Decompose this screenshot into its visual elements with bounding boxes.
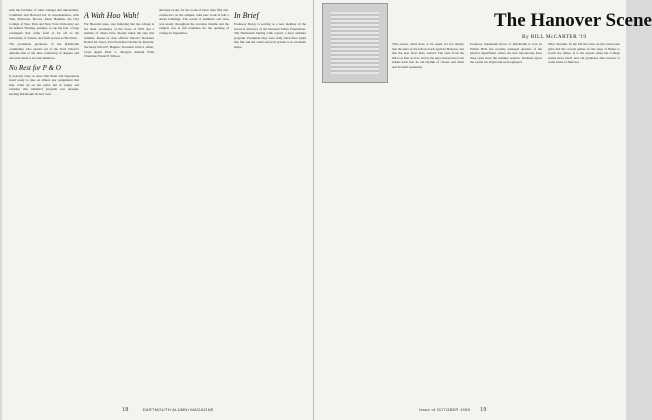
left-col3-body: alternate rooms for the work of more than fifty sub-contractors on the campus, with new work in half a dozen buildings. The sound of hammers and saws was steady throughout the vacation months and the campus was in full readiness for the opening of college in September. bbox=[159, 8, 229, 35]
right-col3-body: bitter chestnut. In the fall the trees on the Green turn gold and the crowds gather on the steps of Baker to watch the rallies. It is the season when the College seems most itself, and old graduates find reasons to come home to Hanover. bbox=[548, 42, 620, 65]
left-column-3 bbox=[159, 8, 229, 38]
left-column-1 bbox=[9, 8, 79, 99]
left-col1-mid: The prominent graduates of the Dartmouth community who passed out of the Tuck School's diploma line at the June conferring of degrees and who had made it an even hundred... bbox=[9, 42, 79, 60]
left-column-4 bbox=[234, 8, 306, 52]
section-title-in-brief: In Brief bbox=[234, 11, 259, 20]
issue-date: Issue of OCTOBER 1955 bbox=[419, 407, 471, 412]
right-footer bbox=[419, 407, 539, 413]
page-title: The Hanover Scene bbox=[494, 10, 652, 31]
right-column-1 bbox=[392, 42, 464, 72]
section-title-p-and-o: No Rest for P & O bbox=[9, 63, 61, 72]
left-footer bbox=[122, 407, 252, 413]
left-column-2 bbox=[84, 8, 154, 61]
right-col1-body: This season, when here, is far spent, it's not merely that the stars of the fall are back again in Hanover, but that the new faces have arrived. The view from the hill is as fine as ever, and as the days shorten the town settles back into its old rhythm of classes and clubs and football weekends. bbox=[392, 42, 464, 69]
magazine-spread bbox=[2, 0, 652, 420]
magazine-name: DARTMOUTH ALUMNI MAGAZINE bbox=[142, 407, 214, 412]
header-illustration bbox=[322, 3, 388, 83]
byline: By BILL McCARTER '19 bbox=[522, 34, 587, 40]
right-column-3 bbox=[548, 42, 620, 67]
left-col1-top: with the faculties of other colleges and universities. Columbia and Harvard led in representation, with Yale, Princeton, Brown, Johns Hopkins, the City College of New York and New York University not far behind. Hosting, perhaps, to cap the feat, a large contingent that came from as far off as the University of Toledo, and from as near as Bowdoin. bbox=[9, 8, 79, 40]
left-col2-body: For Heaven's sake, stop hollering that the college is not dead. Graduates of the Class of 1955 and a number of others have already taken the step this summer. Roster of class officers follows: President Robert M. Jones; Vice President Charles W. Roberts; Secretary David F. Hughes; Treasurer John S. Allen; Class Agent Peter L. Morgan; Alumni Fund Chairman Frank H. Wilson. bbox=[84, 22, 154, 59]
right-column-2 bbox=[470, 42, 542, 67]
section-title-wah-hoo-wah: A Wah Hoo Wah! bbox=[84, 11, 140, 20]
left-page bbox=[2, 0, 314, 420]
left-col1-bottom: It scarcely rates as news that Plant and Operations stand ready to take on almost any assignment that may come up on the plant, but in wages and varieties this summer's program was unusual, lending Dartmouth its new look. bbox=[9, 73, 79, 96]
right-page bbox=[314, 0, 652, 420]
right-page-number: 19 bbox=[480, 407, 487, 413]
right-col2-body: Professor Zephaniah Rows of Dartmouth is now in Wilder Hall, the recently enlarged quarters of the physics department, where the new laboratories have been open since the summer session. Students report the rooms are bright and well equipped. bbox=[470, 42, 542, 65]
left-col4-body: Professor Dacey is serving as a new member of the board of directors of the National Safety Foundation. The Dartmouth Outing Club reports a busy summer program. Freshman trips were fully subscribed again this fall and the cabin and trail system is in excellent shape. bbox=[234, 22, 306, 49]
left-page-number: 18 bbox=[122, 407, 129, 413]
